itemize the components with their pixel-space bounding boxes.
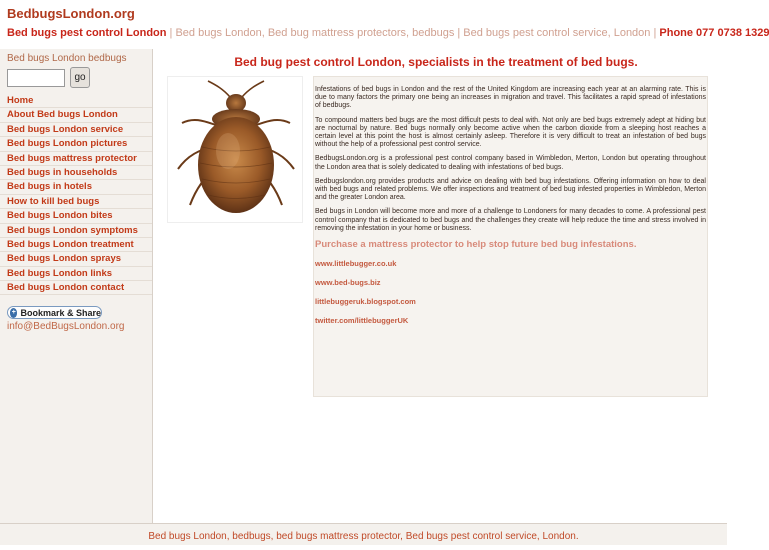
nav-item-service[interactable]: Bed bugs London service: [0, 123, 152, 137]
nav-item-contact[interactable]: Bed bugs London contact: [0, 281, 152, 295]
bed-bug-image: [167, 76, 303, 223]
nav-item-households[interactable]: Bed bugs in households: [0, 166, 152, 180]
tagline-rest: | Bed bugs London, Bed bug mattress protectors, bedbugs | Bed bugs pest control service, London |: [166, 27, 660, 39]
external-link[interactable]: littlebuggeruk.blogspot.com: [315, 297, 416, 307]
paragraph-products: Bedbugslondon.org provides products and advice on dealing with bed bug infestations. Offering information on how to deal with bed bugs and related problems. We offer inspections and treatment of bed bug infested properties in Wimbledon, Merton and the greater London area.: [315, 177, 706, 202]
nav-item-about[interactable]: About Bed bugs London: [0, 108, 152, 122]
paragraph-intro: Infestations of bed bugs in London and the rest of the United Kingdom are increasing each year at an alarming rate. This is due to many factors the primary one being an increases in migration and travel. This facilitates a rapid spread of infestations of bedbugs.: [315, 86, 706, 110]
paragraph-difficulty: To compound matters bed bugs are the most difficult pests to deal with. Not only are bed bugs extremely adept at hiding but are nocturnal by nature. Bed bugs normally only become active when the carbon dioxide from a sleeping host reaches a certain level at this point the host is almost certainly asleep. Therefore it is very difficult to treat an infestation of bed bugs without the help of a professional pest control service.: [315, 116, 706, 149]
nav-item-mattress-protector[interactable]: Bed bugs mattress protector: [0, 152, 152, 166]
nav-item-treatment[interactable]: Bed bugs London treatment: [0, 238, 152, 252]
header: [0, 0, 769, 49]
tagline: [7, 27, 769, 39]
nav-item-home[interactable]: Home: [0, 94, 152, 108]
bookmark-share-button[interactable]: [7, 306, 102, 319]
tagline-strong: Bed bugs pest control London: [7, 27, 167, 39]
bookmark-label: Bookmark & Share: [20, 307, 101, 318]
sidebar-nav: [0, 94, 152, 295]
external-link[interactable]: www.littlebugger.co.uk: [315, 259, 397, 269]
external-link[interactable]: twitter.com/littlebuggerUK: [315, 316, 409, 326]
footer-text: Bed bugs London, bedbugs, bed bugs mattress protector, Bed bugs pest control service, London.: [148, 531, 579, 542]
phone-number: Phone 077 0738 1329: [659, 27, 769, 39]
bed-bug-illustration: [168, 77, 304, 224]
nav-item-sprays[interactable]: Bed bugs London sprays: [0, 252, 152, 266]
contact-email-link[interactable]: info@BedBugsLondon.org: [7, 321, 125, 332]
nav-item-symptoms[interactable]: Bed bugs London symptoms: [0, 224, 152, 238]
main-content: [313, 76, 708, 397]
footer: [0, 523, 727, 545]
nav-item-how-to-kill[interactable]: How to kill bed bugs: [0, 195, 152, 209]
paragraph-future: Bed bugs in London will become more and more of a challenge to Londoners for many decades to come. A professional pest control company that is dedicated to bed bugs and the challenges they create will help reduce the time and stress involved in removing the infestation in your home or business.: [315, 208, 706, 232]
paragraph-company: BedbugsLondon.org is a professional pest control company based in Wimbledon, Merton, London but operating throughout the London area that is solely dedicated to dealing with infestations of bed bugs.: [315, 155, 706, 171]
go-button[interactable]: go: [70, 67, 90, 88]
site-title[interactable]: BedbugsLondon.org: [7, 6, 135, 21]
nav-item-bites[interactable]: Bed bugs London bites: [0, 209, 152, 223]
external-link[interactable]: www.bed-bugs.biz: [315, 278, 381, 288]
share-icon: +: [11, 309, 16, 316]
search-input[interactable]: [7, 69, 65, 87]
mattress-protector-promo-link[interactable]: Purchase a mattress protector to help stop future bed bug infestations.: [315, 239, 637, 251]
nav-item-hotels[interactable]: Bed bugs in hotels: [0, 180, 152, 194]
nav-item-links[interactable]: Bed bugs London links: [0, 267, 152, 281]
nav-item-pictures[interactable]: Bed bugs London pictures: [0, 137, 152, 151]
sidebar-label: Bed bugs London bedbugs: [7, 53, 127, 64]
sidebar: [0, 49, 153, 523]
page-title: Bed bug pest control London, specialists in the treatment of bed bugs.: [234, 55, 638, 69]
